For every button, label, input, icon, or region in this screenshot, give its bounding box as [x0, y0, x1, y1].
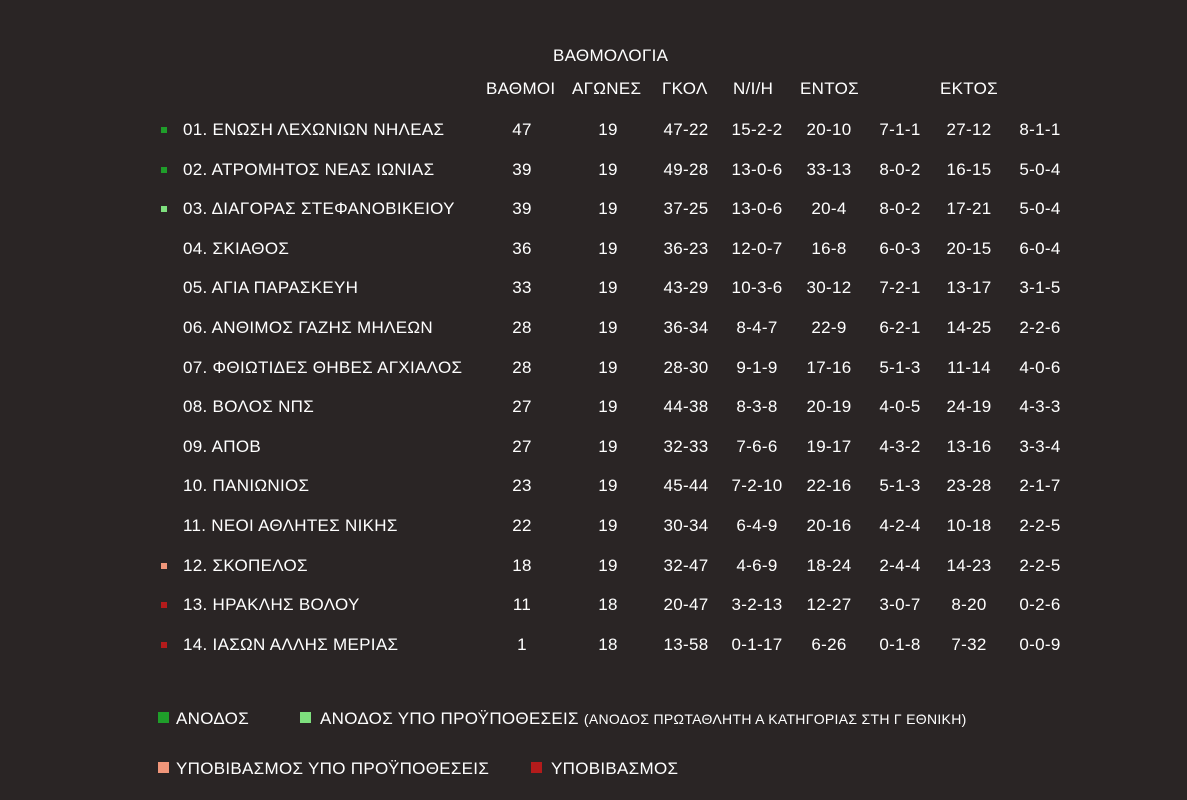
cell-goals: 32-47	[663, 555, 709, 575]
cell-team: 12. ΣΚΟΠΕΛΟΣ	[183, 555, 308, 575]
cell-away-wdl: 4-0-6	[1019, 357, 1061, 377]
cell-home-goals: 22-16	[806, 476, 852, 496]
cell-away-goals: 7-32	[951, 634, 987, 654]
cell-games: 19	[598, 278, 618, 298]
cell-wdl: 9-1-9	[736, 357, 778, 377]
cell-goals: 20-47	[663, 595, 709, 615]
cell-team: 08. ΒΟΛΟΣ ΝΠΣ	[183, 397, 315, 417]
cell-away-goals: 24-19	[946, 397, 992, 417]
cell-home-wdl: 0-1-8	[879, 634, 921, 654]
cell-home-wdl: 6-2-1	[879, 318, 921, 337]
cell-home-wdl: 4-2-4	[879, 516, 921, 535]
cell-away-goals: 8-20	[951, 595, 987, 615]
cell-team: 02. ΑΤΡΟΜΗΤΟΣ ΝΕΑΣ ΙΩΝΙΑΣ	[183, 159, 435, 179]
cell-wdl: 0-1-17	[731, 634, 783, 654]
cell-away-wdl: 6-0-4	[1019, 238, 1061, 258]
cell-away-goals: 13-17	[946, 278, 992, 298]
cell-home-wdl: 8-0-2	[879, 199, 921, 219]
cell-games: 19	[598, 555, 618, 575]
header-points: ΒΑΘΜΟΙ	[486, 79, 556, 98]
cell-points: 33	[512, 278, 532, 298]
cell-team: 05. ΑΓΙΑ ΠΑΡΑΣΚΕΥΗ	[183, 278, 359, 298]
table-row	[0, 277, 1187, 317]
cell-points: 28	[512, 318, 532, 337]
cell-points: 18	[512, 555, 532, 575]
legend-swatch-promotion	[158, 712, 169, 723]
cell-goals: 36-34	[663, 318, 709, 337]
status-marker-promotion-conditional	[161, 206, 167, 212]
cell-team: 04. ΣΚΙΑΘΟΣ	[183, 238, 290, 258]
cell-home-goals: 20-19	[806, 397, 852, 417]
cell-home-wdl: 5-1-3	[879, 476, 921, 496]
cell-points: 47	[512, 120, 532, 139]
cell-home-wdl: 6-0-3	[879, 238, 921, 258]
cell-away-wdl: 2-2-5	[1019, 555, 1061, 575]
cell-games: 19	[598, 397, 618, 417]
cell-away-goals: 14-23	[946, 555, 992, 575]
cell-team: 14. ΙΑΣΩΝ ΑΛΛΗΣ ΜΕΡΙΑΣ	[183, 634, 399, 654]
legend-label-relegation-conditional: ΥΠΟΒΙΒΑΣΜΟΣ ΥΠΟ ΠΡΟΫΠΟΘΕΣΕΙΣ	[176, 759, 490, 778]
status-marker-relegation-conditional	[161, 563, 167, 569]
cell-team: 13. ΗΡΑΚΛΗΣ ΒΟΛΟΥ	[183, 595, 360, 615]
cell-wdl: 6-4-9	[736, 516, 778, 535]
cell-games: 19	[598, 238, 618, 258]
cell-goals: 30-34	[663, 516, 709, 535]
cell-home-goals: 19-17	[806, 436, 852, 456]
cell-wdl: 15-2-2	[731, 120, 783, 139]
cell-points: 36	[512, 238, 532, 258]
cell-home-goals: 12-27	[806, 595, 852, 615]
cell-home-wdl: 3-0-7	[879, 595, 921, 615]
table-row	[0, 357, 1187, 397]
cell-wdl: 4-6-9	[736, 555, 778, 575]
cell-home-wdl: 2-4-4	[879, 555, 921, 575]
cell-away-goals: 20-15	[946, 238, 992, 258]
header-wdl: Ν/Ι/Η	[733, 79, 774, 98]
cell-away-wdl: 0-0-9	[1019, 634, 1061, 654]
table-row	[0, 436, 1187, 476]
cell-games: 19	[598, 199, 618, 219]
legend-promotion-conditional	[300, 709, 967, 729]
cell-goals: 37-25	[663, 199, 709, 219]
cell-games: 19	[598, 476, 618, 496]
cell-points: 1	[517, 634, 527, 654]
cell-home-wdl: 7-1-1	[879, 120, 921, 139]
table-row	[0, 594, 1187, 634]
cell-home-goals: 6-26	[811, 634, 847, 654]
cell-goals: 36-23	[663, 238, 709, 258]
cell-wdl: 7-6-6	[736, 436, 778, 456]
header-away: ΕΚΤΟΣ	[940, 79, 998, 98]
cell-goals: 28-30	[663, 357, 709, 377]
cell-team: 03. ΔΙΑΓΟΡΑΣ ΣΤΕΦΑΝΟΒΙΚΕΙΟΥ	[183, 199, 455, 219]
table-row	[0, 159, 1187, 199]
cell-wdl: 13-0-6	[731, 159, 783, 179]
cell-away-wdl: 5-0-4	[1019, 159, 1061, 179]
cell-team: 07. ΦΘΙΩΤΙΔΕΣ ΘΗΒΕΣ ΑΓΧΙΑΛΟΣ	[183, 357, 463, 377]
cell-team: 11. ΝΕΟΙ ΑΘΛΗΤΕΣ ΝΙΚΗΣ	[183, 516, 398, 535]
cell-goals: 13-58	[663, 634, 709, 654]
cell-games: 19	[598, 436, 618, 456]
cell-games: 18	[598, 634, 618, 654]
cell-goals: 45-44	[663, 476, 709, 496]
status-marker-promotion	[161, 167, 167, 173]
table-row	[0, 396, 1187, 436]
cell-away-wdl: 2-1-7	[1019, 476, 1061, 496]
cell-away-wdl: 5-0-4	[1019, 199, 1061, 219]
cell-away-wdl: 3-3-4	[1019, 436, 1061, 456]
cell-away-goals: 11-14	[947, 357, 991, 377]
cell-goals: 49-28	[663, 159, 709, 179]
cell-games: 19	[598, 516, 618, 535]
legend-label-relegation: ΥΠΟΒΙΒΑΣΜΟΣ	[551, 759, 679, 778]
cell-home-wdl: 4-0-5	[879, 397, 921, 417]
cell-points: 28	[512, 357, 532, 377]
legend-swatch-promotion-conditional	[300, 712, 311, 723]
cell-points: 11	[512, 595, 532, 615]
cell-points: 23	[512, 476, 532, 496]
legend-promotion	[158, 709, 249, 729]
cell-team: 01. ΕΝΩΣΗ ΛΕΧΩΝΙΩΝ ΝΗΛΕΑΣ	[183, 120, 445, 139]
cell-away-goals: 14-25	[946, 318, 992, 337]
cell-wdl: 8-4-7	[736, 318, 778, 337]
cell-goals: 32-33	[663, 436, 709, 456]
cell-home-goals: 18-24	[806, 555, 852, 575]
cell-home-goals: 33-13	[806, 159, 852, 179]
cell-points: 39	[512, 159, 532, 179]
cell-home-goals: 30-12	[806, 278, 852, 298]
cell-home-goals: 20-16	[806, 516, 852, 535]
cell-home-goals: 16-8	[811, 238, 847, 258]
cell-away-wdl: 2-2-6	[1019, 318, 1061, 337]
table-row	[0, 555, 1187, 595]
table-row	[0, 515, 1187, 555]
cell-points: 27	[512, 397, 532, 417]
cell-home-wdl: 5-1-3	[879, 357, 921, 377]
cell-wdl: 3-2-13	[731, 595, 783, 615]
cell-points: 39	[512, 199, 532, 219]
status-marker-relegation	[161, 642, 167, 648]
cell-wdl: 7-2-10	[731, 476, 783, 496]
cell-home-goals: 22-9	[811, 318, 847, 337]
table-row	[0, 198, 1187, 238]
cell-games: 19	[598, 357, 618, 377]
cell-home-goals: 20-4	[811, 199, 847, 219]
cell-goals: 44-38	[663, 397, 709, 417]
cell-games: 19	[598, 120, 618, 139]
legend-label-promotion: ΑΝΟΔΟΣ	[176, 709, 250, 728]
cell-away-goals: 10-18	[946, 516, 992, 535]
cell-away-wdl: 0-2-6	[1019, 595, 1061, 615]
cell-team: 10. ΠΑΝΙΩΝΙΟΣ	[183, 476, 310, 496]
cell-away-goals: 17-21	[946, 199, 992, 219]
table-row	[0, 317, 1187, 357]
cell-wdl: 13-0-6	[731, 199, 783, 219]
cell-home-wdl: 7-2-1	[879, 278, 921, 298]
cell-games: 18	[598, 595, 618, 615]
cell-away-wdl: 4-3-3	[1019, 397, 1061, 417]
table-row	[0, 119, 1187, 159]
cell-goals: 47-22	[663, 120, 709, 139]
cell-home-goals: 20-10	[806, 120, 852, 139]
table-row	[0, 634, 1187, 674]
status-marker-promotion	[161, 127, 167, 133]
cell-games: 19	[598, 159, 618, 179]
cell-team: 06. ΑΝΘΙΜΟΣ ΓΑΖΗΣ ΜΗΛΕΩΝ	[183, 318, 433, 337]
cell-wdl: 8-3-8	[736, 397, 778, 417]
header-home: ΕΝΤΟΣ	[800, 79, 859, 98]
cell-away-wdl: 2-2-5	[1019, 516, 1061, 535]
legend-label-promotion-conditional: ΑΝΟΔΟΣ ΥΠΟ ΠΡΟΫΠΟΘΕΣΕΙΣ	[320, 709, 579, 728]
status-marker-relegation	[161, 602, 167, 608]
cell-away-wdl: 8-1-1	[1019, 120, 1061, 139]
cell-away-goals: 13-16	[946, 436, 992, 456]
cell-home-goals: 17-16	[806, 357, 852, 377]
cell-home-wdl: 8-0-2	[879, 159, 921, 179]
cell-away-goals: 16-15	[946, 159, 992, 179]
legend-relegation	[531, 759, 678, 779]
cell-points: 27	[512, 436, 532, 456]
cell-goals: 43-29	[663, 278, 709, 298]
cell-away-goals: 27-12	[946, 120, 992, 139]
legend-swatch-relegation	[531, 762, 542, 773]
legend-swatch-relegation-conditional	[158, 762, 169, 773]
table-row	[0, 475, 1187, 515]
cell-home-wdl: 4-3-2	[879, 436, 921, 456]
table-row	[0, 238, 1187, 278]
cell-away-goals: 23-28	[946, 476, 992, 496]
legend-note-promotion-conditional: (ΑΝΟΔΟΣ ΠΡΩΤΑΘΛΗΤΗ Α ΚΑΤΗΓΟΡΙΑΣ ΣΤΗ Γ ΕΘΝΙΚΗ)	[583, 711, 967, 727]
cell-team: 09. ΑΠΟΒ	[183, 436, 261, 456]
cell-wdl: 12-0-7	[731, 238, 783, 258]
cell-games: 19	[598, 318, 618, 337]
cell-wdl: 10-3-6	[731, 278, 783, 298]
cell-away-wdl: 3-1-5	[1019, 278, 1061, 298]
legend-relegation-conditional	[158, 759, 489, 779]
header-goals: ΓΚΟΛ	[662, 79, 708, 98]
cell-points: 22	[512, 516, 532, 535]
header-games: ΑΓΩΝΕΣ	[572, 79, 642, 98]
